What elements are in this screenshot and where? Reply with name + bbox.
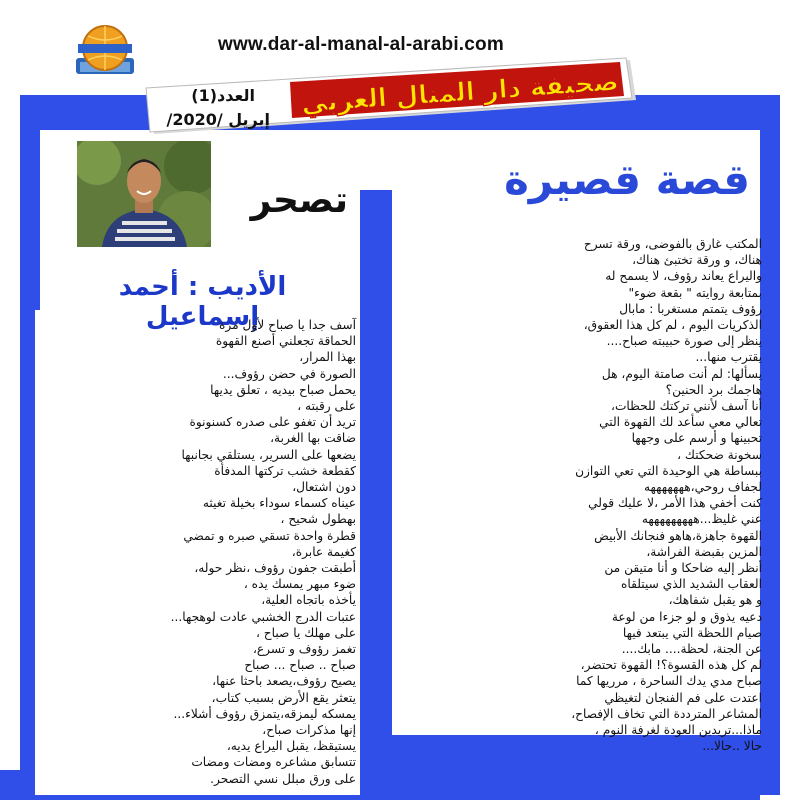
story-line: رؤوف يتمتم مستغربا : مابال: [619, 301, 762, 316]
story-line: حالا ..حالا...: [702, 739, 762, 754]
story-line: ينظر إلى صورة حبيبته صباح....: [606, 334, 762, 349]
author-photo: [77, 141, 211, 247]
story-line: القهوة جاهزة،هاهو فنجانك الأبيض: [594, 528, 762, 543]
story-line: اعتدت على فم الفنجان لتغيظي: [604, 690, 762, 705]
author-name: الأديب : أحمد إسماعيل: [118, 272, 287, 332]
story-line: تعالي معي سأعد لك القهوة التي: [599, 415, 762, 430]
story-line: يمسكه ليمزقه،يتمزق رؤوف أشلاء...: [173, 706, 356, 721]
story-line: الصورة في حضن رؤوف...: [222, 366, 356, 381]
story-line: ضوء مبهر يمسك يده ،: [243, 577, 356, 592]
story-line: و هو يقبل شفاهك،: [668, 593, 762, 608]
story-line: ببساطة هي الوحيدة التي تعي التوازن: [575, 463, 762, 478]
story-line: عتبات الدرج الخشبي عادت لوهجها...: [170, 609, 356, 624]
story-line: عن الجنة، لحظة.... مابك....: [621, 642, 762, 657]
story-line: على رقبته ،: [297, 399, 356, 414]
story-line: المزين بقبضة الفراشة،: [646, 544, 762, 559]
story-line: بمتابعة روايته " بقعة ضوء": [628, 285, 762, 300]
story-line: يسألها: لم أنت صامتة اليوم، هل: [601, 366, 762, 381]
story-line: يقترب منها...: [695, 350, 762, 365]
story-line: تحبينها و أرسم على وجهها: [631, 431, 762, 446]
story-line: المكتب غارق بالفوضى، ورقة تسرح: [583, 237, 762, 251]
story-line: أنظر إليه ضاحكا و أنا متيقن من: [604, 561, 762, 576]
story-line: يحمل صباح بيديه ، تعلق يديها: [210, 382, 356, 397]
story-line: دون اشتعال،: [292, 480, 356, 495]
story-line: دعيه يذوق و لو جزءا من لوعة: [611, 609, 762, 624]
story-line: الذكريات اليوم ، لم كل هذا العقوق،: [583, 318, 762, 333]
story-line: صباح مدي يدك الساحرة ، مرريها كما: [576, 674, 762, 689]
story-text-right-column: [400, 236, 762, 755]
story-line: على مهلك يا صباح ،: [255, 625, 356, 640]
issue-number: العدد(1): [191, 86, 255, 105]
story-line: إنها مذكرات صباح،: [262, 723, 356, 738]
section-title: قصة قصيرة: [504, 155, 750, 204]
story-line: تغمز رؤوف و تسرع،: [252, 642, 356, 657]
story-text-left-column: [38, 317, 356, 787]
story-line: لم كل هذه القسوة؟! القهوة تحتضر،: [580, 658, 762, 673]
story-line: آسف جدا يا صباح لأول مرة: [219, 318, 356, 332]
story-line: كنت أخفي هذا الأمر ،لا عليك قولي: [588, 496, 762, 511]
story-line: كقطعة خشب تركتها المدفأة: [214, 463, 356, 478]
story-title: تصحر: [250, 180, 348, 221]
globe-logo-icon: [70, 18, 140, 88]
story-line: يأخذه باتجاه العلية،: [261, 593, 356, 608]
story-line: بهطول شحيح ،: [280, 512, 356, 527]
story-line: العقاب الشديد الذي سيتلقاه: [620, 577, 762, 592]
story-line: يتعثر يقع الأرض بسبب كتاب،: [211, 690, 356, 705]
story-line: يضعها على السرير، يستلقي بجانبها: [181, 447, 356, 462]
story-line: الحماقة تجعلني أصنع القهوة: [215, 334, 356, 349]
story-line: هناك، و ورقة تختبئ هناك،: [632, 253, 762, 268]
website-url[interactable]: www.dar-al-manal-al-arabi.com: [218, 34, 504, 55]
story-line: يستيقظ، يقبل اليراع يديه،: [226, 739, 356, 754]
story-line: واليراع يعاند رؤوف، لا يسمح له: [605, 269, 762, 284]
story-line: أطبقت جفون رؤوف ،نظر حوله،: [194, 561, 356, 576]
blue-strip-middle: [360, 225, 392, 800]
story-line: صباح .. صباح ... صباح: [244, 658, 356, 673]
story-line: بهذا المرار،: [299, 350, 356, 365]
story-line: صيام اللحظة التي يبتعد فيها: [622, 625, 762, 640]
story-line: المشاعر المترددة التي تخاف الإفصاح،: [571, 706, 762, 721]
story-line: يصيح رؤوف،يصعد باحثا عنها،: [212, 674, 356, 689]
story-line: لجفاف روحي،هههههههه: [643, 480, 762, 495]
story-line: على ورق مبلل نسي التصحر.: [210, 771, 356, 786]
story-line: سخونة ضحكتك ،: [677, 447, 762, 462]
story-line: تريد أن تغفو على صدره كسنونوة: [189, 415, 356, 430]
issue-date: إبريل /2020/: [166, 110, 270, 129]
story-line: ضاقت بها الغربة،: [270, 431, 356, 446]
newspaper-name: صحيفة دار المنال العربي: [300, 66, 620, 120]
story-line: هاجمك برد الحنين؟: [665, 382, 762, 397]
story-line: عني غليظ...هههههههههه: [641, 512, 762, 527]
story-line: عيناه كسماء سوداء بخيلة تغيثه: [202, 496, 356, 511]
story-line: قطرة واحدة تسقي صبره و تمضي: [183, 528, 356, 543]
story-line: تتسابق مشاعره ومضات ومضات: [191, 755, 356, 770]
story-line: أنا آسف لأنني تركتك للحظات،: [611, 399, 762, 414]
story-line: ماذا...تريدين العودة لغرفة النوم ،: [594, 723, 762, 738]
story-line: كغيمة عابرة،: [291, 544, 356, 559]
